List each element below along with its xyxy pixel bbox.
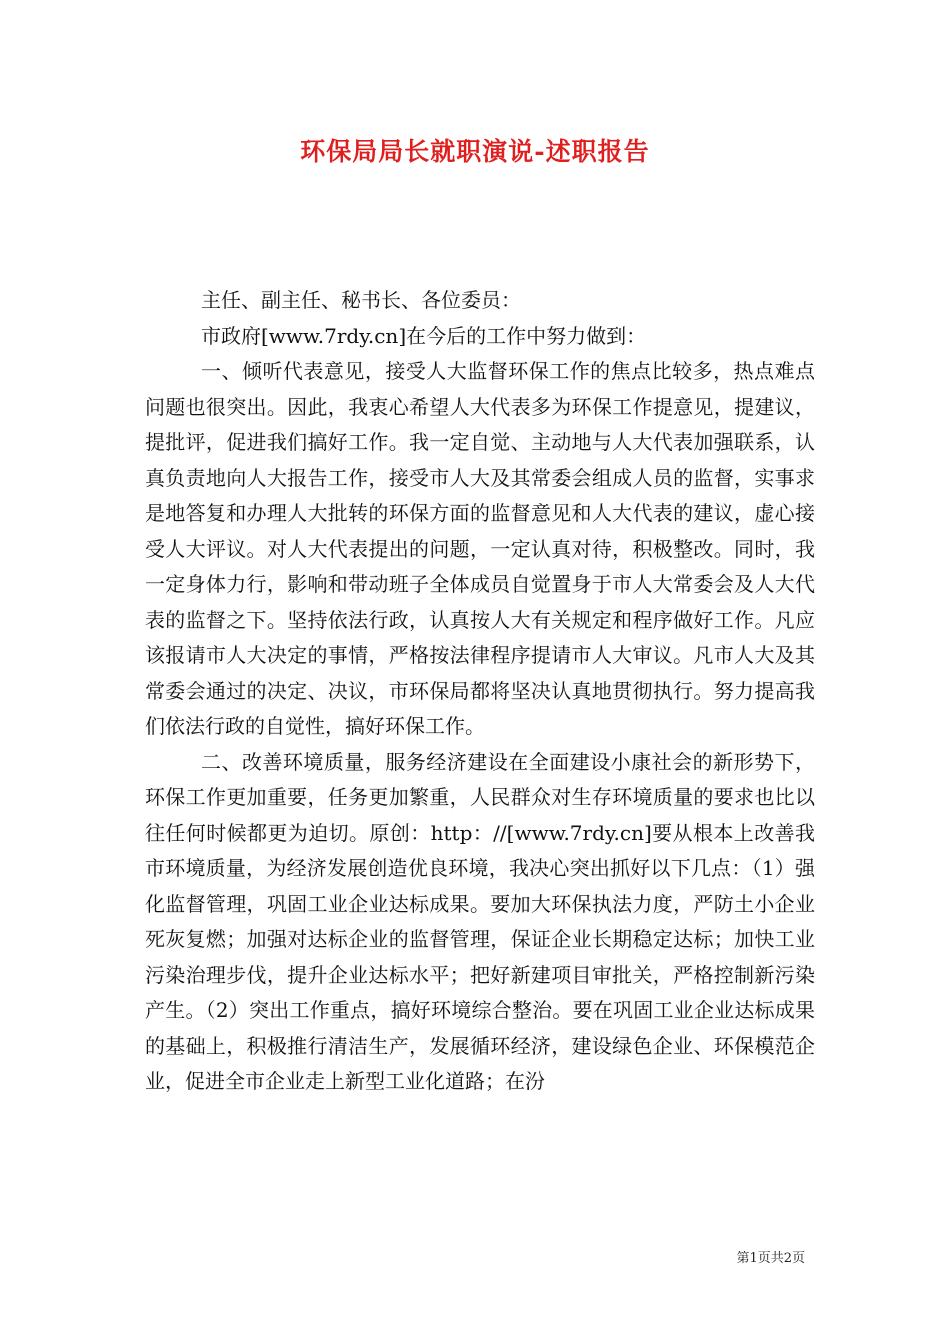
section-two-paragraph: 二、改善环境质量，服务经济建设在全面建设小康社会的新形势下，环保工作更加重要，任务更加繁重，人民群众对生存环境质量的要求也比以往任何时候都更为迫切。原创：http：//[www.7rdy.cn]要从根本上改善我市环境质量，为经济发展创造优良环境，我决心突出抓好以下几点：（1）强化监督管理，巩固工业企业达标成果。要加大环保执法力度，严防土小企业死灰复燃；加强对达标企业的监督管理，保证企业长期稳定达标；加快工业污染治理步伐，提升企业达标水平；把好新建项目审批关，严格控制新污染产生。（2）突出工作重点，搞好环境综合整治。要在巩固工业企业达标成果的基础上，积极推行清洁生产，发展循环经济，建设绿色企业、环保模范企业，促进全市企业走上新型工业化道路；在汾	[145, 749, 815, 1093]
document-title: 环保局局长就职演说-述职报告	[300, 137, 650, 166]
document-body	[145, 283, 815, 1100]
intro-paragraph: 市政府[www.7rdy.cn]在今后的工作中努力做到：	[201, 323, 647, 348]
section-one-paragraph: 一、倾听代表意见，接受人大监督环保工作的焦点比较多，热点难点问题也很突出。因此，我衷心希望人大代表多为环保工作提意见，提建议，提批评，促进我们搞好工作。我一定自觉、主动地与人大代表加强联系，认真负责地向人大报告工作，接受市人大及其常委会组成人员的监督，实事求是地答复和办理人大批转的环保方面的监督意见和人大代表的建议，虚心接受人大评议。对人大代表提出的问题，一定认真对待，积极整改。同时，我一定身体力行，影响和带动班子全体成员自觉置身于市人大常委会及人大代表的监督之下。坚持依法行政，认真按人大有关规定和程序做好工作。凡应该报请市人大决定的事情，严格按法律程序提请市人大审议。凡市人大及其常委会通过的决定、决议，市环保局都将坚决认真地贯彻执行。努力提高我们依法行政的自觉性，搞好环保工作。	[145, 359, 815, 738]
page-number: 第1页共2页	[736, 1251, 805, 1266]
salutation-paragraph: 主任、副主任、秘书长、各位委员：	[201, 288, 521, 312]
